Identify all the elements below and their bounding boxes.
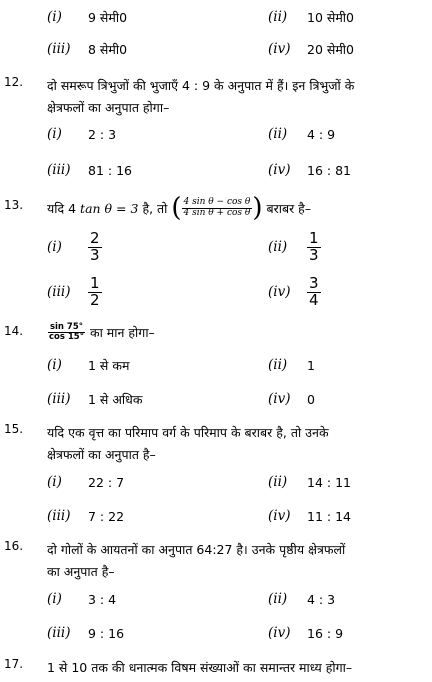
question-text: $\frac{\sin 75^\circ}{\cos 15^\circ}$ का मान होगा–: [49, 321, 155, 342]
q15-option-ii: (ii) 14 : 11: [268, 474, 351, 490]
question-text: यदि 4 tan θ = 3 है, तो ( $\frac{\text{4 sin θ − cos θ}}{\text{4 sin θ + cos θ}}$ ) बराबर है–: [47, 193, 312, 223]
sin-cos-fraction: $\frac{\sin 75^\circ}{\cos 15^\circ}$: [49, 321, 84, 342]
q14-option-iii: (iii) 1 से अधिक: [47, 391, 143, 407]
q12-option-iii: (iii) 81 : 16: [47, 162, 132, 178]
q16-option-iv: (iv) 16 : 9: [268, 625, 344, 641]
question-text: यदि एक वृत्त का परिमाप वर्ग के परिमाप के बराबर है, तो उनके क्षेत्रफलों का अनुपात है–: [47, 425, 329, 462]
q11-option-iii: (iii) 8 सेमी0: [47, 41, 128, 57]
q16-option-i: (i) 3 : 4: [47, 591, 117, 607]
q14-option-i: (i) 1 से कम: [47, 357, 130, 373]
q12-option-iv: (iv) 16 : 81: [268, 162, 351, 178]
question-13: [0, 192, 432, 226]
question-number: 17.: [4, 657, 24, 671]
question-number: 12.: [4, 75, 24, 89]
q13-option-iv: (iv) $\frac{3}{4}$: [268, 273, 319, 309]
question-14: [0, 318, 432, 346]
question-number: 15.: [4, 422, 24, 436]
q12-option-i: (i) 2 : 3: [47, 126, 117, 142]
q15-option-iii: (iii) 7 : 22: [47, 508, 125, 524]
question-text: दो समरूप त्रिभुजों की भुजाएँ 4 : 9 के अनुपात में हैं। इन त्रिभुजों के क्षेत्रफलों का अनुपात होगा–: [47, 78, 355, 115]
q11-option-iv: (iv) 20 सेमी0: [268, 41, 354, 57]
q13-option-iii: (iii) $\frac{1}{2}$: [47, 273, 100, 309]
q14-option-ii: (ii) 1: [268, 357, 315, 373]
question-text: दो गोलों के आयतनों का अनुपात 64:27 है। उनके पृष्ठीय क्षेत्रफलों का अनुपात है–: [47, 542, 346, 579]
q14-option-iv: (iv) 0: [268, 391, 315, 407]
q13-option-i: (i) $\frac{2}{3}$: [47, 228, 100, 264]
question-number: 13.: [4, 198, 24, 212]
q16-option-iii: (iii) 9 : 16: [47, 625, 125, 641]
q11-option-i: (i) 9 सेमी0: [47, 9, 128, 25]
q15-option-iv: (iv) 11 : 14: [268, 508, 351, 524]
q13-option-ii: (ii) $\frac{1}{3}$: [268, 228, 319, 264]
question-number: 16.: [4, 539, 24, 553]
question-number: 14.: [4, 324, 24, 338]
q16-option-ii: (ii) 4 : 3: [268, 591, 336, 607]
q15-option-i: (i) 22 : 7: [47, 474, 125, 490]
expression-fraction: $\frac{\text{4 sin θ − cos θ}}{\text{4 sin θ + cos θ}}$: [183, 197, 251, 218]
q12-option-ii: (ii) 4 : 9: [268, 126, 336, 142]
q11-option-ii: (ii) 10 सेमी0: [268, 9, 354, 25]
question-text: 1 से 10 तक की धनात्मक विषम संख्याओं का समान्तर माध्य होगा–: [47, 660, 353, 675]
